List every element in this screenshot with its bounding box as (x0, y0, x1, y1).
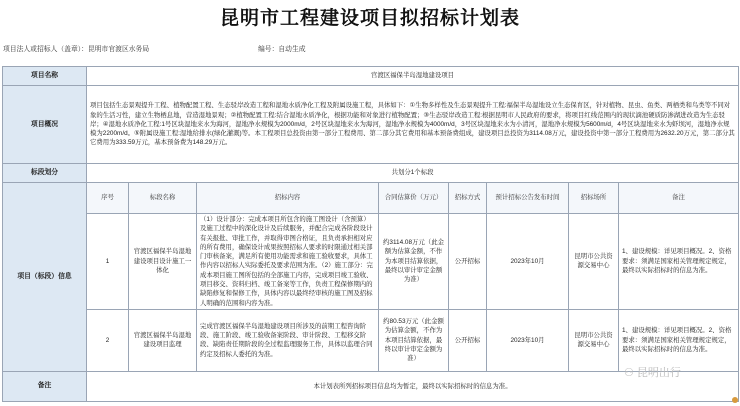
watermark-text: 昆明出行 (636, 367, 681, 379)
section-content: 完成官渡区福保半岛湿地建设项目所涉及的前期工程咨询阶段、施工阶段、竣工验收备案阶段、审计阶段、工程移交阶段、缺陷责任期阶段的全过程监理服务工作，具体以监理合同约定及招标人委托的为准。 (197, 309, 379, 371)
bid-plan-table (2, 66, 739, 402)
column-header-row (3, 183, 739, 214)
section-note: 1、建设规模：详见项目概况。2、资格要求：须满足国家相关管理规定规定，最终以实际招标时的信息为准。 (619, 214, 739, 310)
table-row (3, 214, 739, 310)
column-header: 标段名称 (129, 183, 197, 214)
section-content: （1）设计部分：完成本项目所包含的施工图设计（含预算）及施工过程中的深化设计及后续服务，并配合完成各阶段设计有关报批、审批工作，并取得审图合格证，且负责承担相对应的所有费用，确保设计成果按照招标人要求的时限通过相关部门审核备案，满足所有使用功能需求和施工验收要求，具体工作内容以招标人实际委托及要求范围为准。（2）施工部分：完成本项目施工图所包括的全部施工内容，完成项目竣工验收、项目移交、资料归档、竣工备案等工作，负责工程保修期内的缺陷修复和保修工作，具体内容以最终经审核的施工图及招标人明确的范围和内容为准。 (197, 214, 379, 310)
division-label: 标段划分 (3, 164, 87, 183)
column-header: 预计招标公告发布时间 (487, 183, 569, 214)
column-header: 招标方式 (449, 183, 487, 214)
section-price: 约80.53万元（此金额为估算金额，不作为本项目结算依据，最终以审计审定金额为准） (379, 309, 449, 371)
page-title: 昆明市工程建设项目拟招标计划表 (219, 8, 520, 29)
table-row (3, 309, 739, 371)
remark-label: 备注 (3, 371, 87, 401)
column-header: 招标场所 (569, 183, 619, 214)
section-method: 公开招标 (449, 214, 487, 310)
section-name: 官渡区福保半岛湿地建设项目设计施工一体化 (129, 214, 197, 310)
section-note: 1、建设规模：详见项目概况。2、资格要求：须满足国家相关管理规定规定，最终以实际招标时的信息为准。 (619, 309, 739, 371)
section-no: 1 (87, 214, 129, 310)
project-name-value: 官渡区福保半岛湿地建设项目 (87, 67, 739, 86)
bid-info-label: 项目（标段）信息 (3, 183, 87, 372)
division-value: 共划分1个标段 (87, 164, 739, 183)
column-header: 招标内容 (197, 183, 379, 214)
overview-label: 项目概况 (3, 86, 87, 164)
section-no: 2 (87, 309, 129, 371)
overview-row (3, 86, 739, 164)
column-header: 合同估算价（万元） (379, 183, 449, 214)
column-header: 序号 (87, 183, 129, 214)
section-venue: 昆明市公共资源交易中心 (569, 309, 619, 371)
corner-dot-icon (732, 397, 738, 403)
section-method: 公开招标 (449, 309, 487, 371)
section-price: 约3114.08万元（此金额为估算金额，不作为本项目结算依据，最终以审计审定金额为准） (379, 214, 449, 310)
column-header: 备注 (619, 183, 739, 214)
section-name: 官渡区福保半岛湿地建设项目监理 (129, 309, 197, 371)
overview-value: 项目包括生态景观提升工程、植物配置工程、生态驳岸改造工程和湿地水质净化工程及附属设施工程，具体如下：①生物多样性及生态景观提升工程:福保半岛湿地设立生态保育区，针对植物、昆虫、鱼类、两栖类和鸟类等不同对象的生活习性，建立生物栖息地，营造湿地景观；②植物配置工程:结合湿地水质净化，根据功能和对象进行植物配置；③生态驳岸改造工程:根据昆明市人民政府的要求，将项目红线范围内的现状滴池硬质防渗湖进改造为生态驳岸；④湿地水质净化工程:1号区块湿地来水为海河，湿地净水规模为2000m/d，2号区块湿地来水为海河，湿地净水规模为4000m/d，3号区块湿地来水为小清河，湿地净水规模为5600m/d，4号区块湿地来水为虾坝河，湿地净水规模为2200m/d。⑤附属设施工程:湿地给排水(绿化灌溉)等。本工程项目总投资由第一部分工程费用、第二部分其它费用和基本预备费组成，建设项目总投资为3114.08万元，建设投资中第一部分工程费用为2632.20万元，第二部分其它费用为333.59万元，基本预备费为148.29万元。 (87, 86, 739, 164)
project-name-label: 项目名称 (3, 67, 87, 86)
owner-label: 项目法人或招标人（盖章）：昆明市官渡区水务局 (3, 46, 150, 53)
number-label: 编号：自动生成 (258, 46, 306, 53)
watermark (624, 364, 681, 380)
section-date: 2023年10月 (487, 309, 569, 371)
wechat-icon: ⚇ (624, 367, 637, 379)
division-row (3, 164, 739, 183)
section-venue: 昆明市公共资源交易中心 (569, 214, 619, 310)
section-date: 2023年10月 (487, 214, 569, 310)
remark-value: 本计划表所列招标项目信息均为暂定，最终以实际招标时的信息为准。 (87, 371, 739, 401)
project-name-row (3, 67, 739, 86)
